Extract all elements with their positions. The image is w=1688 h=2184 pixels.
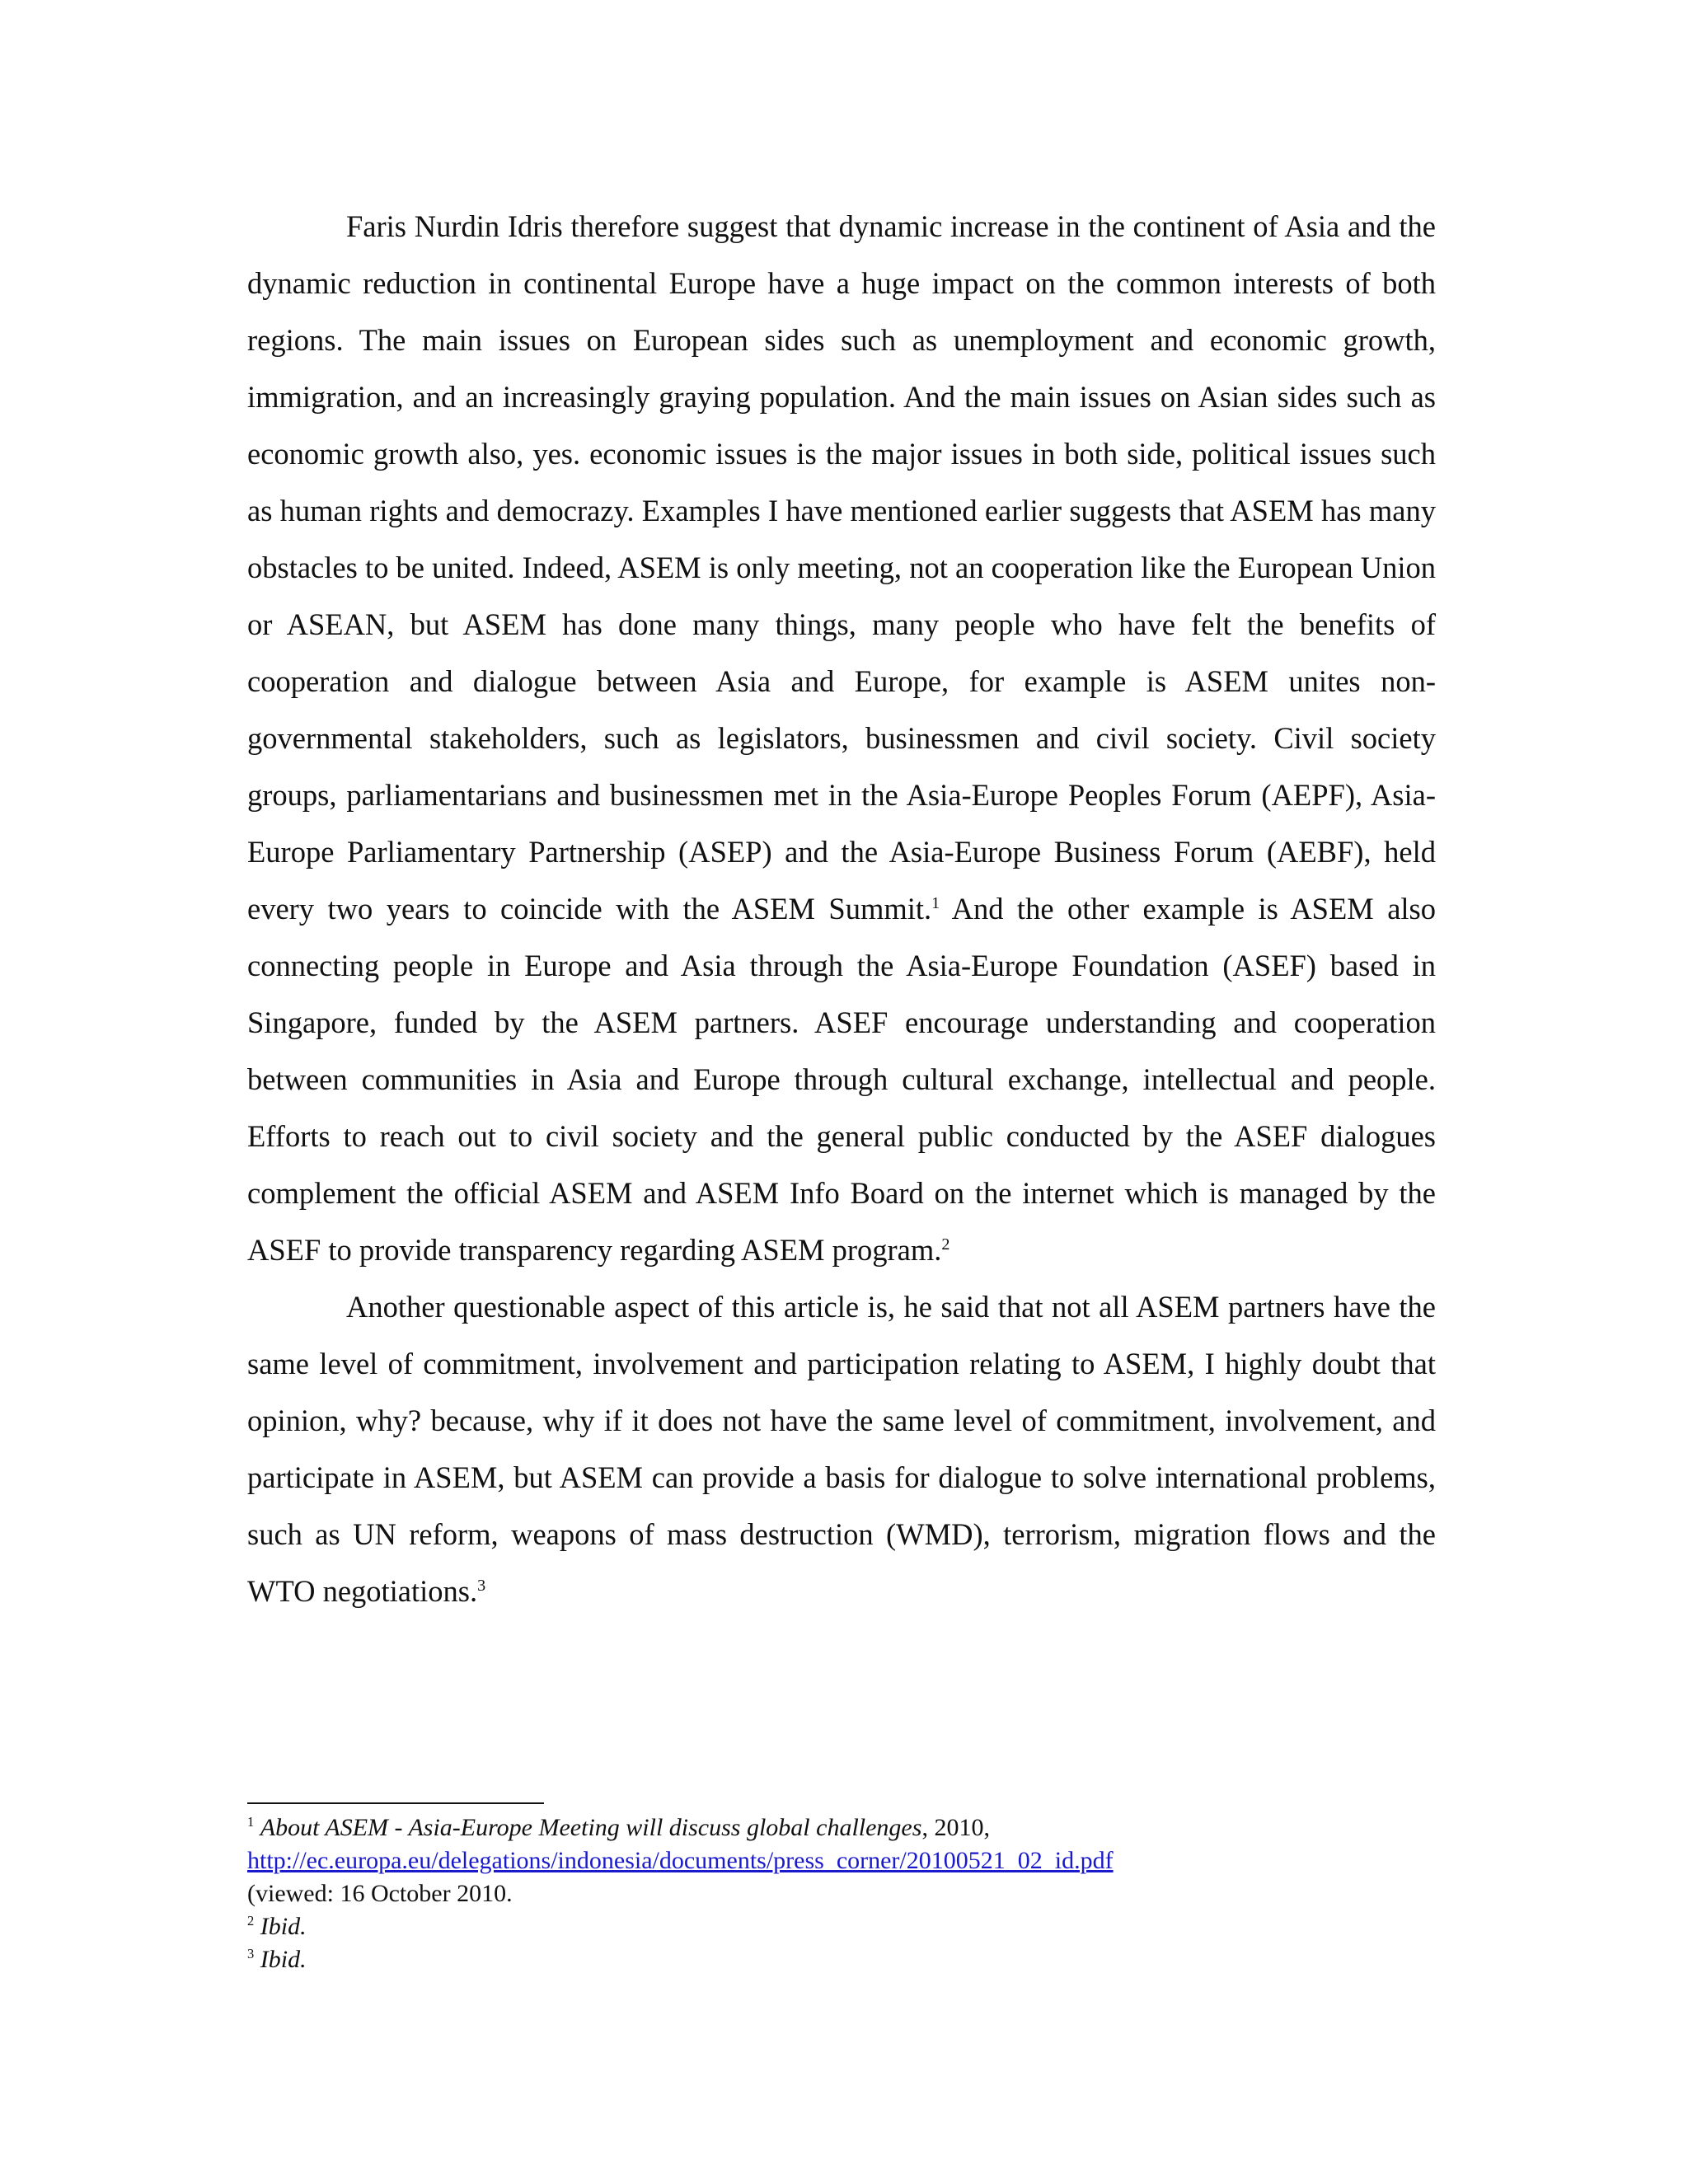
paragraph-1 (247, 198, 1436, 1278)
footnote-3-text: Ibid. (260, 1946, 307, 1973)
footnote-3 (247, 1943, 1436, 1976)
footnote-ref-1[interactable]: 1 (931, 893, 940, 912)
footnote-1-link[interactable]: http://ec.europa.eu/delegations/indonesia/documents/press_corner/20100521_02_id.pdf (247, 1847, 1114, 1874)
footnote-1-year: , 2010, (921, 1814, 990, 1841)
paragraph-2 (247, 1278, 1436, 1619)
footnote-separator (247, 1802, 544, 1804)
footnote-1-number: 1 (247, 1814, 255, 1830)
paragraph-1-text-b: And the other example is ASEM also connecting people in Europe and Asia through the Asia-Europe Foundation (ASEF) based in Singapore, funded by the ASEM partners. ASEF encourage understanding and cooperation between communities in Asia and Europe through cultural exchange, intellectual and people. Efforts to reach out to civil society and the general public conducted by the ASEF dialogues complement the official ASEM and ASEM Info Board on the internet which is managed by the ASEF to provide transparency regarding ASEM program. (247, 892, 1436, 1267)
footnote-1-viewed: (viewed: 16 October 2010. (247, 1880, 513, 1907)
footnote-1 (247, 1811, 1436, 1910)
footnote-2-text: Ibid. (260, 1913, 307, 1940)
footnote-ref-2[interactable]: 2 (941, 1235, 950, 1254)
paragraph-2-text: Another questionable aspect of this article is, he said that not all ASEM partners have the same level of commitment, involvement and participation relating to ASEM, I highly doubt that opinion, why? because, why if it does not have the same level of commitment, involvement, and participate in ASEM, but ASEM can provide a basis for dialogue to solve international problems, such as UN reform, weapons of mass destruction (WMD), terrorism, migration flows and the WTO negotiations. (247, 1290, 1436, 1608)
paragraph-1-text-a: Faris Nurdin Idris therefore suggest that dynamic increase in the continent of Asia and the dynamic reduction in continental Europe have a huge impact on the common interests of both regions. The main issues on European sides such as unemployment and economic growth, immigration, and an increasingly graying population. And the main issues on Asian sides such as economic growth also, yes. economic issues is the major issues in both side, political issues such as human rights and democrazy. Examples I have mentioned earlier suggests that ASEM has many obstacles to be united. Indeed, ASEM is only meeting, not an cooperation like the European Union or ASEAN, but ASEM has done many things, many people who have felt the benefits of cooperation and dialogue between Asia and Europe, for example is ASEM unites non-governmental stakeholders, such as legislators, businessmen and civil society. Civil society groups, parliamentarians and businessmen met in the Asia-Europe Peoples Forum (AEPF), Asia-Europe Parliamentary Partnership (ASEP) and the Asia-Europe Business Forum (AEBF), held every two years to coincide with the ASEM Summit. (247, 209, 1436, 926)
footnote-ref-3[interactable]: 3 (477, 1576, 486, 1595)
body-text (247, 198, 1436, 1619)
footnote-2-number: 2 (247, 1913, 255, 1929)
footnote-3-number: 3 (247, 1946, 255, 1961)
footnote-2 (247, 1910, 1436, 1943)
footnote-1-title: About ASEM - Asia-Europe Meeting will discuss global challenges (260, 1814, 922, 1841)
footnotes (247, 1811, 1436, 1976)
